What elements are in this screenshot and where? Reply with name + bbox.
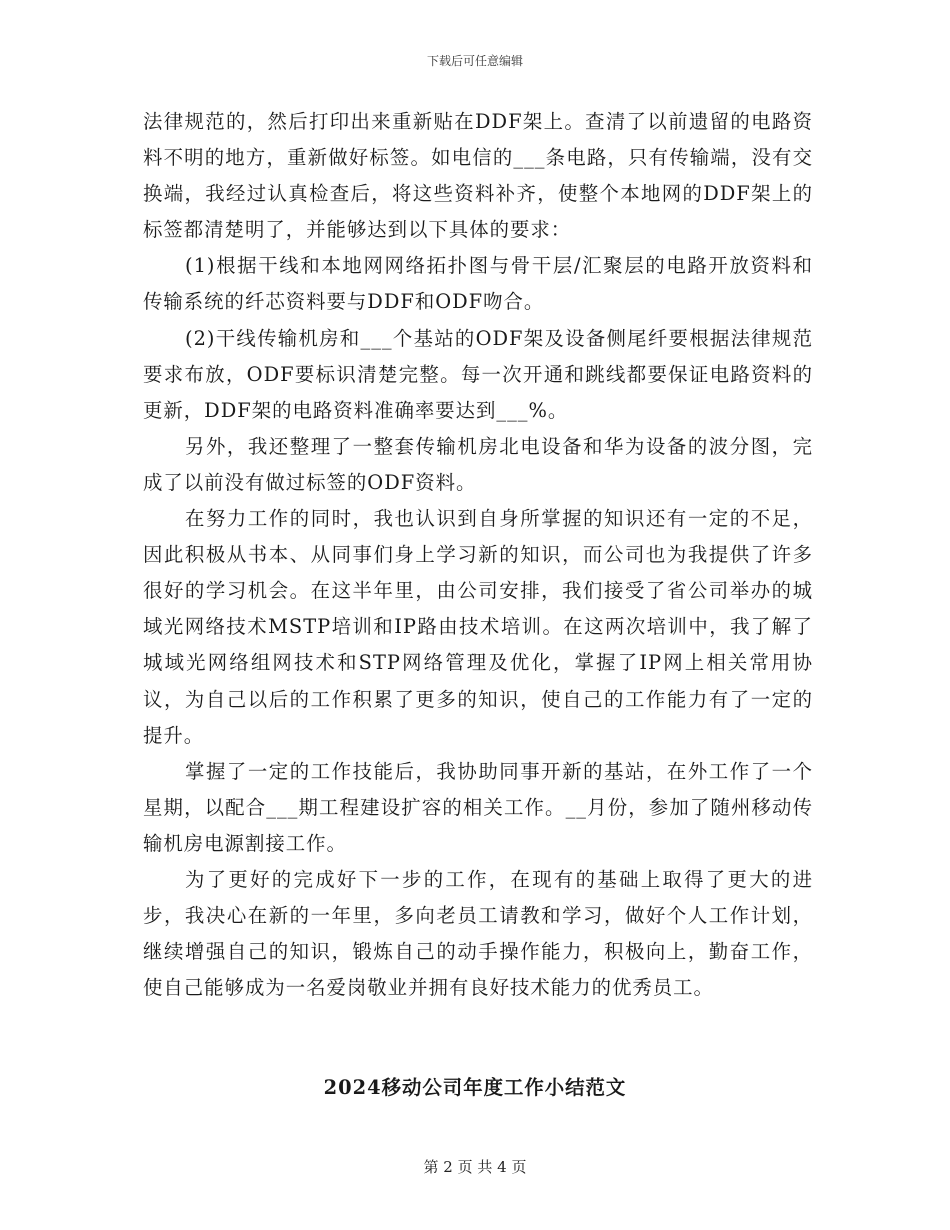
paragraph: (2)干线传输机房和___个基站的ODF架及设备侧尾纤要根据法律规范要求布放，ODF要标识清楚完整。每一次开通和跳线都要保证电路资料的更新，DDF架的电路资料准确率要达到___%。 bbox=[143, 326, 813, 422]
paragraph: (1)根据干线和本地网网络拓扑图与骨干层/汇聚层的电路开放资料和传输系统的纤芯资料要与DDF和ODF吻合。 bbox=[143, 254, 813, 314]
paragraph: 掌握了一定的工作技能后，我协助同事开新的基站，在外工作了一个星期，以配合___期工程建设扩容的相关工作。__月份，参加了随州移动传输机房电源割接工作。 bbox=[143, 759, 813, 855]
paragraph: 在努力工作的同时，我也认识到自身所掌握的知识还有一定的不足，因此积极从书本、从同事们身上学习新的知识，而公司也为我提供了许多很好的学习机会。在这半年里，由公司安排，我们接受了省公司举办的城域光网络技术MSTP培训和IP路由技术培训。在这两次培训中，我了解了城域光网络组网技术和STP网络管理及优化，掌握了IP网上相关常用协议，为自己以后的工作积累了更多的知识，使自己的工作能力有了一定的提升。 bbox=[143, 507, 813, 747]
paragraph: 法律规范的，然后打印出来重新贴在DDF架上。查清了以前遗留的电路资料不明的地方，重新做好标签。如电信的___条电路，只有传输端，没有交换端，我经过认真检查后，将这些资料补齐，使整个本地网的DDF架上的标签都清楚明了，并能够达到以下具体的要求： bbox=[143, 110, 813, 242]
paragraph: 另外，我还整理了一整套传输机房北电设备和华为设备的波分图，完成了以前没有做过标签的ODF资料。 bbox=[143, 434, 813, 494]
page-number: 第 2 页 共 4 页 bbox=[423, 1158, 527, 1176]
section-title: 2024移动公司年度工作小结范文 bbox=[323, 1076, 627, 1099]
page-header: 下载后可任意编辑 bbox=[426, 54, 523, 68]
document-body bbox=[143, 104, 813, 1006]
paragraph: 为了更好的完成好下一步的工作，在现有的基础上取得了更大的进步，我决心在新的一年里，多向老员工请教和学习，做好个人工作计划，继续增强自己的知识，锻炼自己的动手操作能力，积极向上，勤奋工作，使自己能够成为一名爱岗敬业并拥有良好技术能力的优秀员工。 bbox=[143, 867, 813, 1000]
